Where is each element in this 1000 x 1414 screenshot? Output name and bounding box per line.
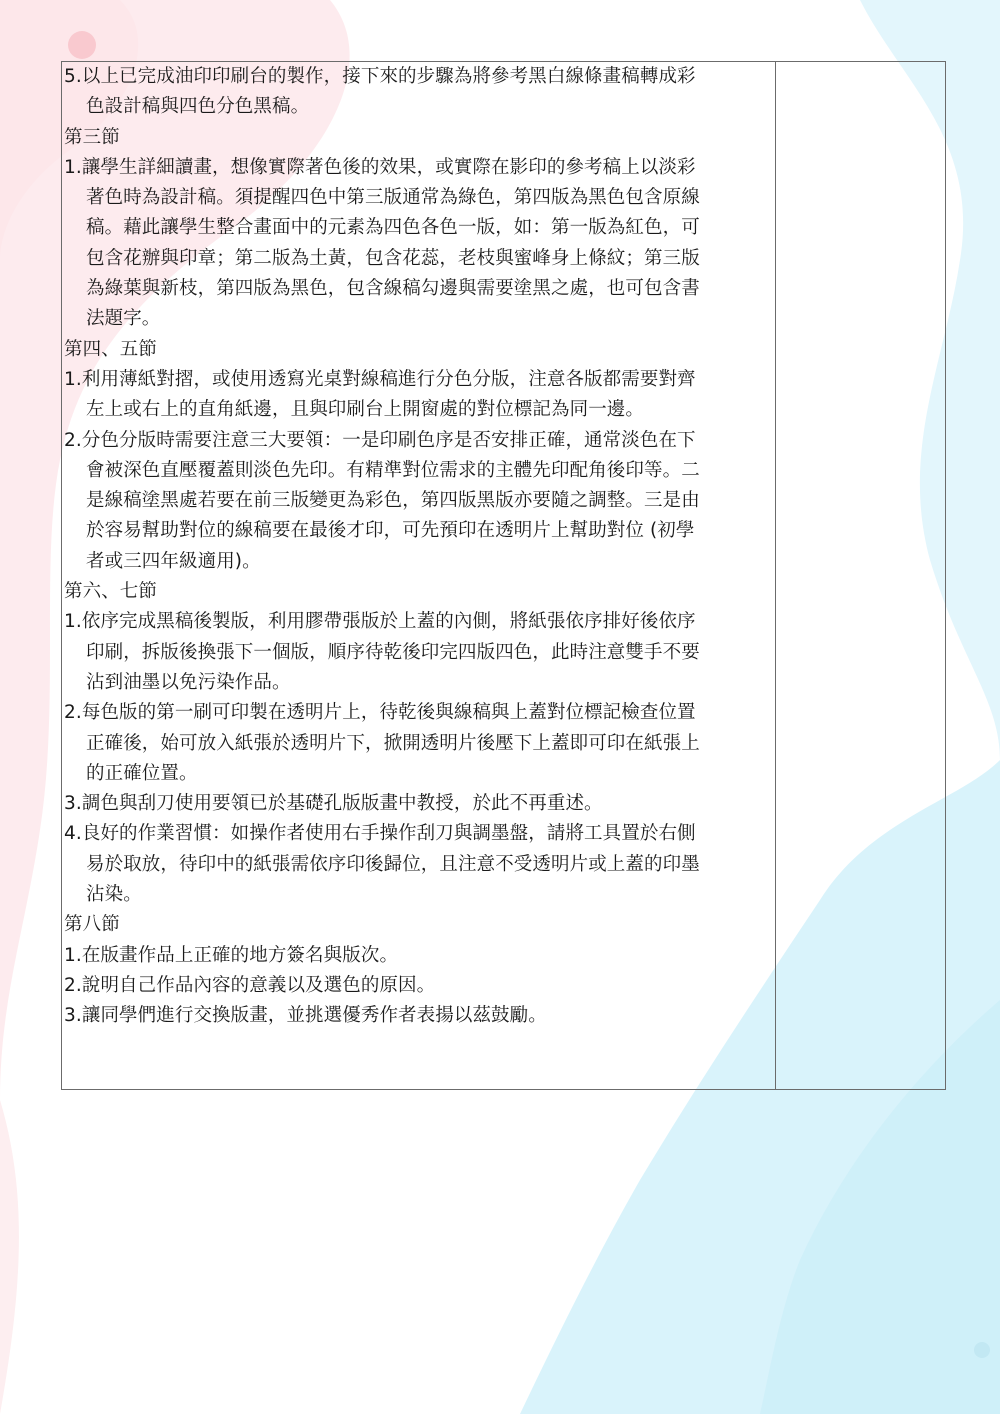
blue-dot-shape (974, 1342, 990, 1358)
pink-blob-soft-shape (0, 1100, 19, 1414)
step-continuation-line: 稿。藉此讓學生整合畫面中的元素為四色各色一版，如：第一版為紅色，可 (86, 217, 700, 239)
step-continuation-line: 色設計稿與四色分色黑稿。 (86, 96, 310, 118)
step-continuation-line: 沾到油墨以免污染作品。 (86, 671, 291, 693)
lesson-table (61, 61, 946, 1090)
step-continuation-line: 沾染。 (86, 884, 142, 906)
section-heading: 第三節 (64, 126, 120, 148)
notes-cell (776, 62, 945, 1089)
pink-dot-shape (68, 31, 96, 59)
step-continuation-line: 的正確位置。 (86, 762, 198, 784)
step-line: 2.說明自己作品內容的意義以及選色的原因。 (64, 974, 436, 996)
step-continuation-line: 包含花辦與印章；第二版為土黃，包含花蕊，老枝與蜜峰身上條紋；第三版 (86, 247, 700, 269)
step-line: 1.利用薄紙對摺，或使用透寫光桌對線稿進行分色分版，注意各版都需要對齊 (64, 368, 696, 390)
step-continuation-line: 印刷，拆版後換張下一個版，順序待乾後印完四版四色，此時注意雙手不要 (86, 641, 700, 663)
step-line: 1.讓學生詳細讀畫，想像實際著色後的效果，或實際在影印的參考稿上以淡彩 (64, 156, 696, 178)
lesson-steps-cell (62, 62, 776, 1089)
step-continuation-line: 法題字。 (86, 308, 161, 330)
section-heading: 第四、五節 (64, 338, 158, 360)
step-continuation-line: 著色時為設計稿。須提醒四色中第三版通常為綠色，第四版為黑色包含原線 (86, 187, 700, 209)
step-line: 1.依序完成黑稿後製版，利用膠帶張版於上蓋的內側，將紙張依序排好後依序 (64, 611, 696, 633)
step-line: 1.在版畫作品上正確的地方簽名與版次。 (64, 944, 399, 966)
step-line: 2.每色版的第一刷可印製在透明片上，待乾後與線稿與上蓋對位標記檢查位置 (64, 702, 696, 724)
step-continuation-line: 會被深色直壓覆蓋則淡色先印。有精準對位需求的主體先印配角後印等。二 (86, 459, 700, 481)
step-continuation-line: 者或三四年級適用)。 (86, 550, 261, 572)
step-continuation-line: 左上或右上的直角紙邊，且與印刷台上開窗處的對位標記為同一邊。 (86, 399, 645, 421)
step-continuation-line: 於容易幫助對位的線稿要在最後才印，可先預印在透明片上幫助對位 (初學 (86, 520, 695, 542)
step-continuation-line: 正確後，始可放入紙張於透明片下，掀開透明片後壓下上蓋即可印在紙張上 (86, 732, 700, 754)
section-heading: 第六、七節 (64, 581, 158, 603)
step-line: 2.分色分版時需要注意三大要領：一是印刷色序是否安排正確，通常淡色在下 (64, 429, 696, 451)
section-heading: 第八節 (64, 914, 120, 936)
step-line: 3.讓同學們進行交換版畫，並挑選優秀作者表揚以茲鼓勵。 (64, 1005, 547, 1027)
step-continuation-line: 為綠葉與新枝，第四版為黑色，包含線稿勾邊與需要塗黑之處，也可包含書 (86, 278, 700, 300)
step-line: 3.調色與刮刀使用要領已於基礎孔版版畫中教授，於此不再重述。 (64, 793, 603, 815)
step-continuation-line: 易於取放，待印中的紙張需依序印後歸位，且注意不受透明片或上蓋的印墨 (86, 853, 700, 875)
step-line: 4.良好的作業習慣：如操作者使用右手操作刮刀與調墨盤，請將工具置於右側 (64, 823, 696, 845)
step-line: 5.以上已完成油印印刷台的製作，接下來的步驟為將參考黑白線條畫稿轉成彩 (64, 66, 696, 87)
step-continuation-line: 是線稿塗黑處若要在前三版變更為彩色，第四版黑版亦要隨之調整。三是由 (86, 490, 700, 512)
